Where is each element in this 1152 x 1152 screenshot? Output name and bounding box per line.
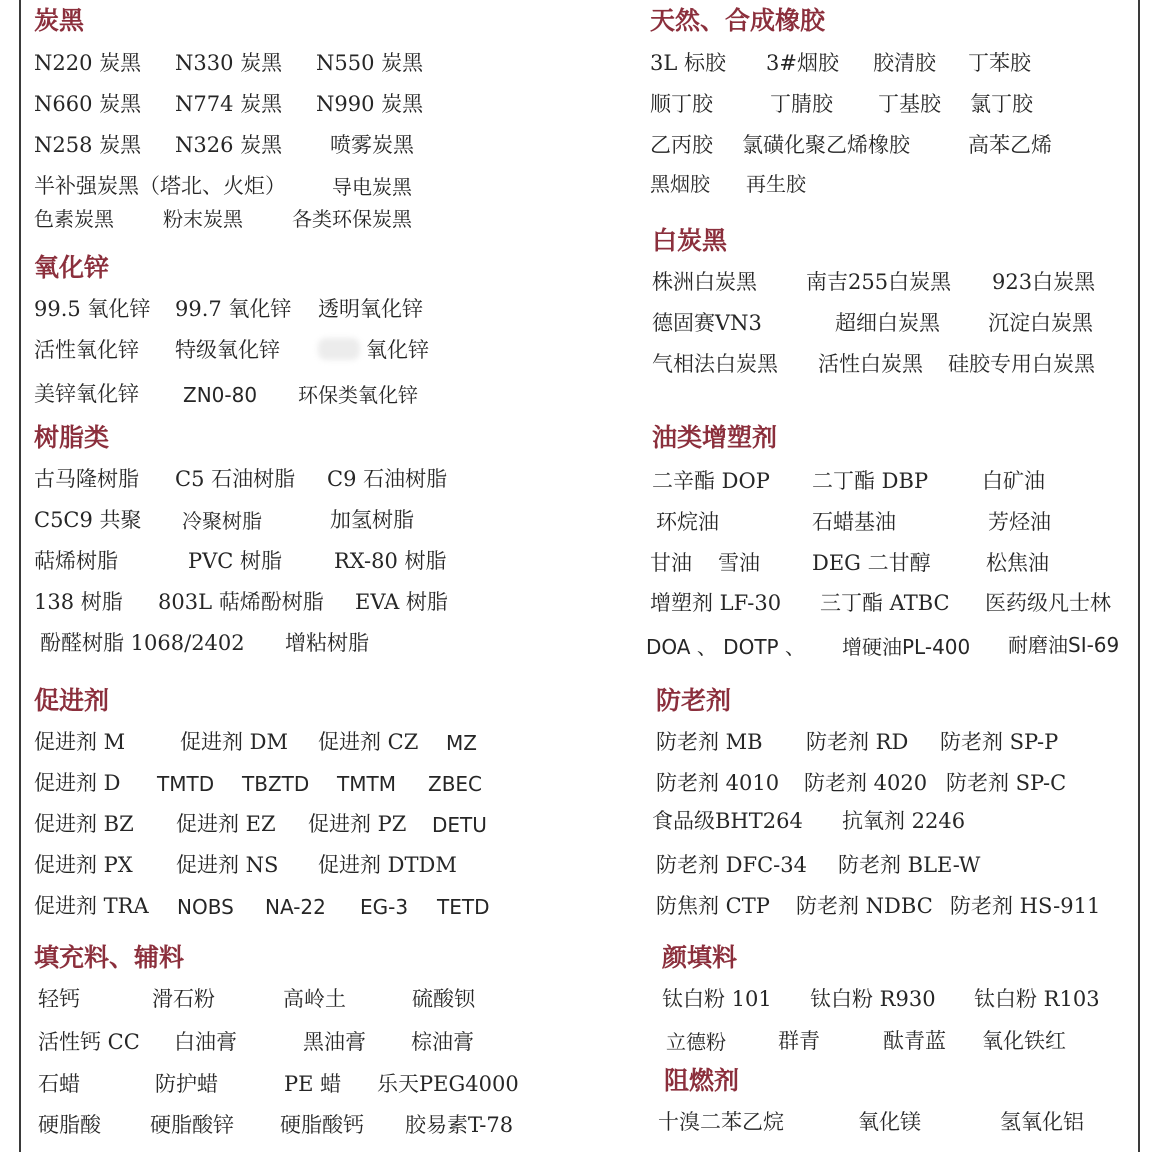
list-item: 石蜡: [38, 1072, 80, 1096]
list-item: 滑石粉: [152, 987, 215, 1011]
list-item: 促进剂 D: [34, 771, 121, 795]
list-item: 棕油膏: [411, 1030, 474, 1054]
list-item: 氧化镁: [858, 1110, 921, 1134]
list-item: 南吉255白炭黑: [806, 270, 952, 294]
section-heading-accelerators: 促进剂: [34, 686, 110, 715]
list-item: 酚醛树脂 1068/2402: [40, 631, 245, 655]
list-item: ZN0-80: [183, 383, 258, 407]
list-item: 环保类氧化锌: [298, 383, 418, 407]
list-item: 防老剂 MB: [656, 730, 763, 754]
list-item: 99.7 氧化锌: [175, 297, 292, 321]
list-item: 各类环保炭黑: [292, 207, 412, 231]
list-item: 超细白炭黑: [835, 311, 940, 335]
list-item: 硬脂酸: [38, 1113, 101, 1137]
list-item: 胶易素T-78: [405, 1113, 514, 1137]
list-item: 硫酸钡: [412, 987, 475, 1011]
list-item: 促进剂 CZ: [318, 730, 419, 754]
list-item: 活性钙 CC: [38, 1030, 140, 1054]
list-item: 促进剂 PX: [34, 853, 133, 877]
list-item: MZ: [446, 731, 477, 755]
list-item: 黑油膏: [303, 1030, 366, 1054]
list-item: 氯丁胶: [970, 92, 1033, 116]
list-item: 923白炭黑: [992, 270, 1096, 294]
list-item: 防老剂 SP-C: [946, 771, 1067, 795]
list-item: 透明氧化锌: [318, 297, 423, 321]
list-item: EG-3: [360, 895, 409, 919]
section-heading-white-carbon: 白炭黑: [652, 226, 728, 255]
list-item: 增塑剂 LF-30: [650, 591, 782, 615]
list-item: 氧化铁红: [982, 1029, 1066, 1053]
list-item: 硬脂酸钙: [280, 1113, 364, 1137]
list-item: 防老剂 HS-911: [950, 894, 1101, 918]
list-item: 再生胶: [746, 172, 806, 196]
list-item: 黑烟胶: [650, 172, 710, 196]
list-item: 3L 标胶: [650, 51, 726, 75]
list-item: 冷聚树脂: [182, 509, 262, 533]
list-item: 促进剂 NS: [176, 853, 279, 877]
list-item: 萜烯树脂: [34, 549, 118, 573]
list-item: N258 炭黑: [34, 133, 142, 157]
section-heading-plasticizers: 油类增塑剂: [652, 423, 778, 452]
list-item: 株洲白炭黑: [652, 270, 757, 294]
list-item: EVA 树脂: [355, 590, 448, 614]
list-item: 促进剂 M: [34, 730, 126, 754]
list-item: 抗氧剂 2246: [842, 809, 966, 833]
list-item: 喷雾炭黑: [330, 133, 414, 157]
list-item: C5 石油树脂: [175, 467, 296, 491]
list-item: NA-22: [265, 895, 326, 919]
list-item: C5C9 共聚: [34, 508, 142, 532]
list-item: 99.5 氧化锌: [34, 297, 151, 321]
section-heading-zinc-oxide: 氧化锌: [34, 253, 110, 282]
section-heading-rubber: 天然、合成橡胶: [650, 6, 826, 35]
list-item: 丁苯胶: [968, 51, 1031, 75]
list-item: 粉末炭黑: [163, 207, 243, 231]
list-item: 导电炭黑: [332, 175, 412, 199]
list-item: 顺丁胶: [650, 92, 713, 116]
list-item: N990 炭黑: [316, 92, 424, 116]
list-item: 乙丙胶: [650, 133, 713, 157]
list-item: 防老剂 RD: [806, 730, 909, 754]
list-item: 轻钙: [38, 987, 80, 1011]
list-item: ZBEC: [428, 772, 483, 796]
list-item: 促进剂 BZ: [34, 812, 134, 836]
list-item: 加氢树脂: [330, 508, 414, 532]
list-item: 松焦油: [986, 551, 1049, 575]
list-item: 防老剂 SP-P: [940, 730, 1059, 754]
list-item: 食品级BHT264: [652, 809, 803, 833]
list-item: 增粘树脂: [285, 631, 369, 655]
list-item: NOBS: [177, 895, 234, 919]
list-item: 芳烃油: [988, 510, 1051, 534]
list-item: 立德粉: [666, 1030, 726, 1054]
list-item: 803L 萜烯酚树脂: [158, 590, 324, 614]
list-item: 硬脂酸锌: [150, 1113, 234, 1137]
list-item: 耐磨油SI-69: [1008, 633, 1120, 657]
list-item: 防老剂 4010: [656, 771, 780, 795]
section-heading-flame-retardants: 阻燃剂: [664, 1066, 740, 1095]
list-item: 氧化锌: [366, 338, 429, 362]
list-item: 防护蜡: [155, 1072, 218, 1096]
list-item: 环烷油: [656, 510, 719, 534]
list-item: 石蜡基油: [812, 510, 896, 534]
list-item: 高岭土: [283, 987, 346, 1011]
list-item: 雪油: [718, 551, 760, 575]
section-heading-carbon-black: 炭黑: [34, 6, 85, 35]
list-item: 甘油: [650, 551, 692, 575]
list-item: 氢氧化铝: [1000, 1110, 1084, 1134]
list-item: 三丁酯 ATBC: [820, 591, 950, 615]
list-item: 促进剂 DTDM: [318, 853, 457, 877]
list-item: 活性白炭黑: [818, 352, 923, 376]
list-item: 防焦剂 CTP: [656, 894, 770, 918]
list-item: 138 树脂: [34, 590, 123, 614]
list-item: 古马隆树脂: [34, 467, 139, 491]
list-item: 气相法白炭黑: [652, 352, 778, 376]
list-item: DOA 、 DOTP 、: [646, 635, 805, 659]
list-item: N660 炭黑: [34, 92, 142, 116]
list-item: 德固赛VN3: [652, 311, 762, 335]
list-item: 防老剂 DFC-34: [656, 853, 807, 877]
list-item: 活性氧化锌: [34, 338, 139, 362]
list-item: 白矿油: [982, 469, 1045, 493]
list-item: 沉淀白炭黑: [988, 311, 1093, 335]
list-item: 二丁酯 DBP: [812, 469, 929, 493]
list-item: C9 石油树脂: [327, 467, 448, 491]
list-item: 丁基胶: [878, 92, 941, 116]
right-border-line: [1138, 0, 1140, 1152]
list-item: 丁腈胶: [770, 92, 833, 116]
list-item: 促进剂 EZ: [176, 812, 276, 836]
list-item: 酞青蓝: [883, 1029, 946, 1053]
list-item: 白油膏: [174, 1030, 237, 1054]
list-item: TMTD: [157, 772, 215, 796]
list-item: N774 炭黑: [175, 92, 283, 116]
list-item: 高苯乙烯: [968, 133, 1052, 157]
list-item: N326 炭黑: [175, 133, 283, 157]
list-item: TMTM: [337, 772, 396, 796]
list-item: 半补强炭黑（塔北、火炬）: [34, 174, 286, 198]
list-item: TBZTD: [242, 772, 310, 796]
list-item: N220 炭黑: [34, 51, 142, 75]
section-heading-pigments: 颜填料: [662, 943, 738, 972]
list-item: 群青: [778, 1029, 820, 1053]
list-item: 美锌氧化锌: [34, 382, 139, 406]
list-item: 促进剂 PZ: [308, 812, 407, 836]
section-heading-antioxidants: 防老剂: [656, 686, 732, 715]
list-item: 促进剂 DM: [180, 730, 289, 754]
list-item: 十溴二苯乙烷: [658, 1110, 784, 1134]
list-item: 3#烟胶: [766, 51, 839, 75]
list-item: N330 炭黑: [175, 51, 283, 75]
list-item: 促进剂 TRA: [34, 894, 149, 918]
list-item: 特级氧化锌: [175, 338, 280, 362]
list-item: TETD: [437, 895, 490, 919]
list-item: 钛白粉 R103: [974, 987, 1100, 1011]
list-item: 钛白粉 R930: [810, 987, 936, 1011]
list-item: 增硬油PL-400: [842, 635, 971, 659]
list-item: 胶清胶: [873, 51, 936, 75]
list-item: 乐天PEG4000: [377, 1072, 519, 1096]
list-item: 氯磺化聚乙烯橡胶: [742, 133, 910, 157]
list-item: 医药级凡士林: [985, 591, 1111, 615]
list-item: PE 蜡: [284, 1072, 342, 1096]
list-item: RX-80 树脂: [334, 549, 447, 573]
list-item: 色素炭黑: [34, 207, 114, 231]
left-border-line: [19, 0, 21, 1152]
list-item: 硅胶专用白炭黑: [948, 352, 1095, 376]
section-heading-resins: 树脂类: [34, 423, 110, 452]
list-item: 二辛酯 DOP: [652, 469, 770, 493]
list-item: DEG 二甘醇: [812, 551, 931, 575]
list-item: N550 炭黑: [316, 51, 424, 75]
list-item: 防老剂 4020: [804, 771, 928, 795]
list-item: PVC 树脂: [188, 549, 283, 573]
blurred-text-patch: [318, 338, 360, 360]
list-item: 防老剂 NDBC: [796, 894, 933, 918]
section-heading-fillers: 填充料、辅料: [34, 943, 185, 972]
list-item: DETU: [432, 813, 487, 837]
list-item: 钛白粉 101: [662, 987, 772, 1011]
list-item: 防老剂 BLE-W: [838, 853, 981, 877]
